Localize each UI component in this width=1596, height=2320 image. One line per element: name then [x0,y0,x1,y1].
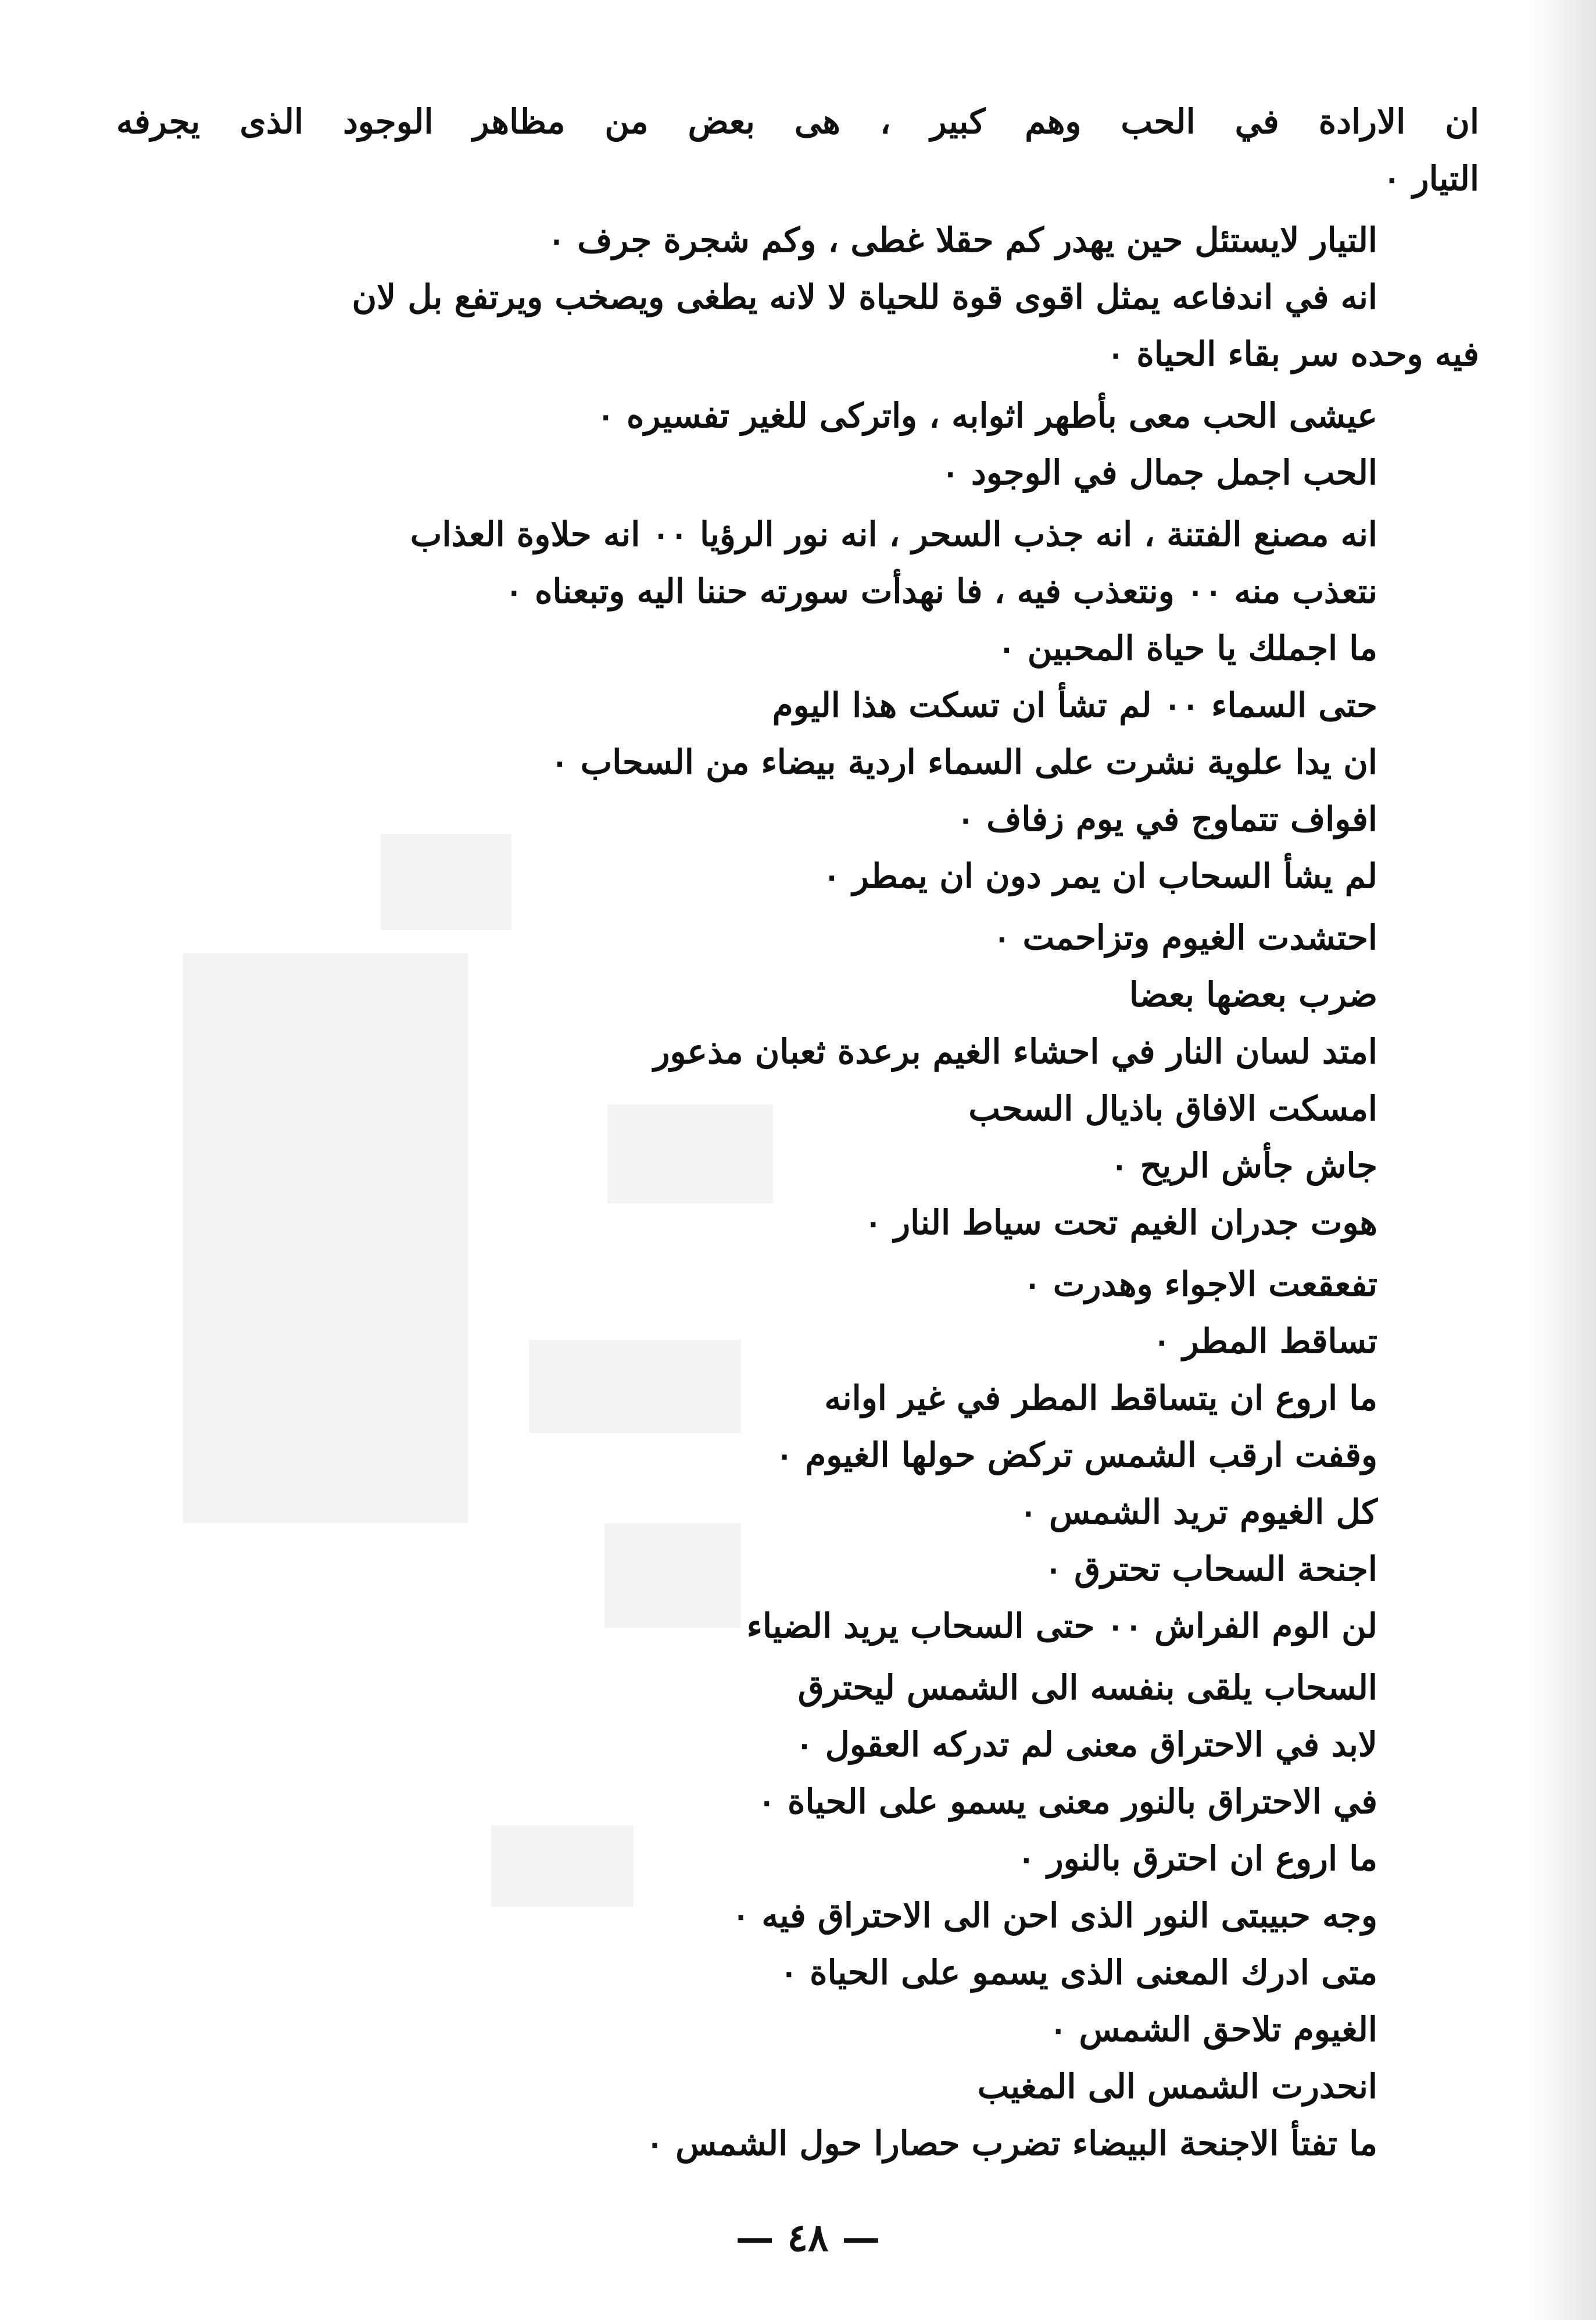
text-line: امسكت الافاق باذيال السحب [968,1089,1377,1128]
text-line: في الاحتراق بالنور معنى يسمو على الحياة ٠ [757,1782,1377,1821]
page-edge-shadow [1509,0,1596,2320]
page-number: — ٤٨ — [735,2215,881,2260]
text-line: ان يدا علوية نشرت على السماء اردية بيضاء من السحاب ٠ [550,742,1377,782]
text-line: حتى السماء ٠٠ لم تشأ ان تسكت هذا اليوم [772,685,1377,725]
text-line: لابد في الاحتراق معنى لم تدركه العقول ٠ [795,1725,1377,1764]
text-line: ان الارادة في الحب وهم كبير ، هى بعض من مظاهر الوجود الذى يجرفه [116,102,1479,141]
text-line: انه في اندفاعه يمثل اقوى قوة للحياة لا لانه يطغى ويصخب ويرتفع بل لان [352,277,1377,317]
text-line: هوت جدران الغيم تحت سياط النار ٠ [864,1203,1377,1242]
text-line: جاش جأش الريح ٠ [1110,1146,1377,1185]
page-text [116,93,1479,2172]
text-line: التيار لايستئل حين يهدر كم حقلا غطى ، وكم شجرة جرف ٠ [547,220,1377,260]
text-line: الحب اجمل جمال في الوجود ٠ [941,453,1377,492]
text-line: لن الوم الفراش ٠٠ حتى السحاب يريد الضياء [746,1606,1377,1646]
text-line: اجنحة السحاب تحترق ٠ [1044,1549,1377,1589]
text-line: احتشدت الغيوم وتزاحمت ٠ [993,918,1377,957]
text-line: انحدرت الشمس الى المغيب [977,2067,1377,2106]
text-line: ضرب بعضها بعضا [1129,975,1377,1014]
text-line: كل الغيوم تريد الشمس ٠ [1019,1492,1377,1532]
text-line: فيه وحده سر بقاء الحياة ٠ [1107,334,1479,374]
text-line: وجه حبيبتى النور الذى احن الى الاحتراق فيه ٠ [732,1896,1377,1935]
text-line: السحاب يلقى بنفسه الى الشمس ليحترق [797,1668,1377,1707]
text-line: ما اروع ان يتساقط المطر في غير اوانه [824,1378,1377,1418]
text-line: نتعذب منه ٠٠ ونتعذب فيه ، فا نهدأت سورته حننا اليه وتبعناه ٠ [504,571,1377,611]
text-line: عيشى الحب معى بأطهر اثوابه ، واتركى للغير تفسيره ٠ [596,396,1377,435]
text-line: امتد لسان النار في احشاء الغيم برعدة ثعبان مذعور [653,1032,1377,1071]
text-line: تفعقعت الاجواء وهدرت ٠ [1023,1264,1377,1304]
text-line: متى ادرك المعنى الذى يسمو على الحياة ٠ [779,1953,1377,1992]
text-line: التيار ٠ [1383,159,1479,198]
text-line: لم يشأ السحاب ان يمر دون ان يمطر ٠ [822,856,1377,896]
text-line: ما اروع ان احترق بالنور ٠ [1017,1839,1377,1878]
text-line: الغيوم تلاحق الشمس ٠ [1049,2010,1377,2049]
text-line: ما اجملك يا حياة المحبين ٠ [997,628,1377,668]
text-line: تساقط المطر ٠ [1153,1321,1377,1361]
text-line: وقفت ارقب الشمس تركض حولها الغيوم ٠ [775,1435,1377,1475]
text-line: انه مصنع الفتنة ، انه جذب السحر ، انه نور الرؤيا ٠٠ انه حلاوة العذاب [410,514,1377,554]
text-line: ما تفتأ الاجنحة البيضاء تضرب حصارا حول الشمس ٠ [645,2124,1377,2163]
text-line: افواف تتماوج في يوم زفاف ٠ [956,799,1377,839]
